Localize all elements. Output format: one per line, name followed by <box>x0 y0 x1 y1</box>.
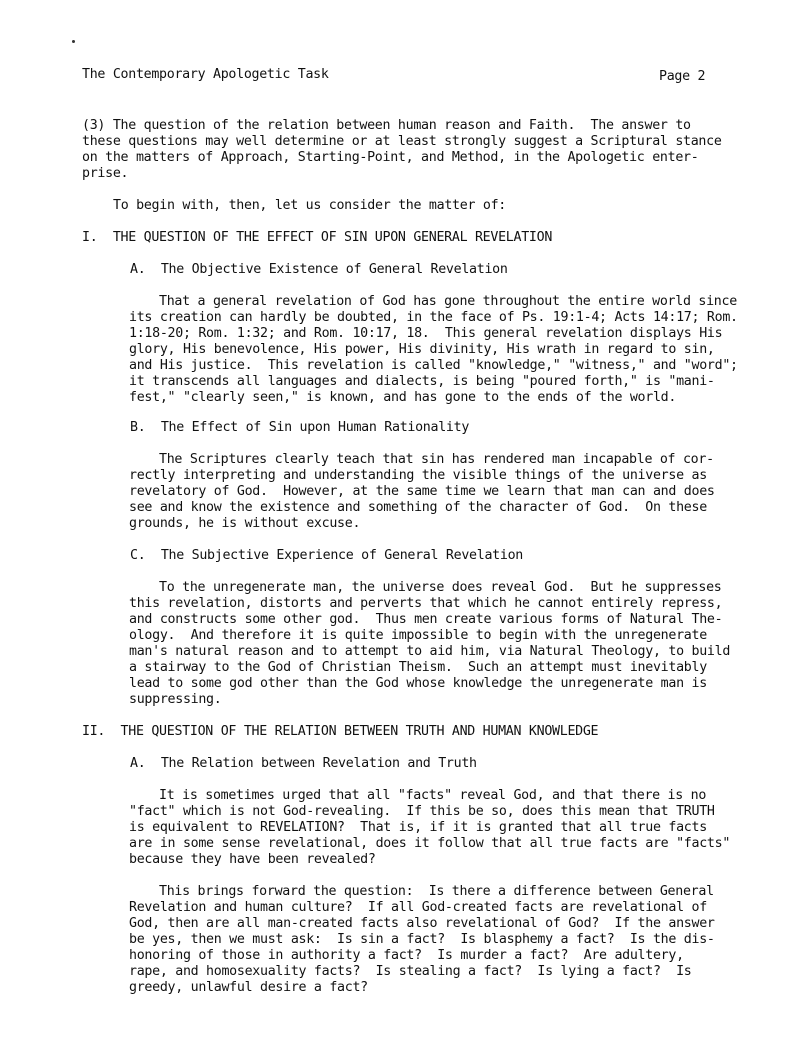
text-line: and His justice. This revelation is called "knowledge," "witness," and "word"; <box>129 358 738 373</box>
stray-mark <box>72 40 75 43</box>
text-line: "fact" which is not God-revealing. If this be so, does this mean that TRUTH <box>129 804 715 819</box>
page-number: Page 2 <box>659 69 706 84</box>
text-line: see and know the existence and something of the character of God. On these <box>129 500 707 515</box>
text-line: That a general revelation of God has gone throughout the entire world since <box>159 294 737 309</box>
subsection-heading: C. The Subjective Experience of General Revelation <box>130 548 523 563</box>
text-line: and constructs some other god. Thus men create various forms of Natural The- <box>129 612 723 627</box>
text-line: on the matters of Approach, Starting-Point, and Method, in the Apologetic enter- <box>82 150 699 165</box>
running-title: The Contemporary Apologetic Task <box>82 67 329 82</box>
text-line: because they have been revealed? <box>129 852 376 867</box>
text-line: fest," "clearly seen," is known, and has gone to the ends of the world. <box>129 390 677 405</box>
text-line: (3) The question of the relation between human reason and Faith. The answer to <box>82 118 691 133</box>
text-line: greedy, unlawful desire a fact? <box>129 980 368 995</box>
text-line: grounds, he is without excuse. <box>129 516 361 531</box>
text-line: it transcends all languages and dialects, is being "poured forth," is "mani- <box>129 374 715 389</box>
text-line: rape, and homosexuality facts? Is stealing a fact? Is lying a fact? Is <box>129 964 692 979</box>
text-line: This brings forward the question: Is there a difference between General <box>159 884 714 899</box>
text-line: It is sometimes urged that all "facts" reveal God, and that there is no <box>159 788 707 803</box>
subsection-heading: B. The Effect of Sin upon Human Rationality <box>130 420 470 435</box>
text-line: revelatory of God. However, at the same time we learn that man can and does <box>129 484 715 499</box>
text-line: is equivalent to REVELATION? That is, if it is granted that all true facts <box>129 820 707 835</box>
text-line: 1:18-20; Rom. 1:32; and Rom. 10:17, 18. This general revelation displays His <box>129 326 723 341</box>
text-line: The Scriptures clearly teach that sin has rendered man incapable of cor- <box>159 452 714 467</box>
text-line: this revelation, distorts and perverts that which he cannot entirely repress, <box>129 596 723 611</box>
text-line: To the unregenerate man, the universe does reveal God. But he suppresses <box>159 580 722 595</box>
text-line: ology. And therefore it is quite impossible to begin with the unregenerate <box>129 628 707 643</box>
subsection-heading: A. The Relation between Revelation and Truth <box>130 756 477 771</box>
text-line: be yes, then we must ask: Is sin a fact? Is blasphemy a fact? Is the dis- <box>129 932 715 947</box>
subsection-heading: A. The Objective Existence of General Revelation <box>130 262 508 277</box>
text-line: suppressing. <box>129 692 222 707</box>
text-line: lead to some god other than the God whose knowledge the unregenerate man is <box>129 676 707 691</box>
text-line: prise. <box>82 166 129 181</box>
text-line: God, then are all man-created facts also revelational of God? If the answer <box>129 916 715 931</box>
text-line: man's natural reason and to attempt to aid him, via Natural Theology, to build <box>129 644 731 659</box>
text-line: are in some sense revelational, does it follow that all true facts are "facts" <box>129 836 731 851</box>
section-heading: II. THE QUESTION OF THE RELATION BETWEEN TRUTH AND HUMAN KNOWLEDGE <box>82 724 599 739</box>
text-line: glory, His benevolence, His power, His divinity, His wrath in regard to sin, <box>129 342 715 357</box>
text-line: rectly interpreting and understanding the visible things of the universe as <box>129 468 707 483</box>
text-line: these questions may well determine or at least strongly suggest a Scriptural stance <box>82 134 722 149</box>
section-heading: I. THE QUESTION OF THE EFFECT OF SIN UPON GENERAL REVELATION <box>82 230 553 245</box>
text-line: Revelation and human culture? If all God-created facts are revelational of <box>129 900 707 915</box>
text-line: honoring of those in authority a fact? Is murder a fact? Are adultery, <box>129 948 684 963</box>
text-line: its creation can hardly be doubted, in the face of Ps. 19:1-4; Acts 14:17; Rom. <box>129 310 738 325</box>
text-line: To begin with, then, let us consider the matter of: <box>113 198 506 213</box>
text-line: a stairway to the God of Christian Theism. Such an attempt must inevitably <box>129 660 707 675</box>
